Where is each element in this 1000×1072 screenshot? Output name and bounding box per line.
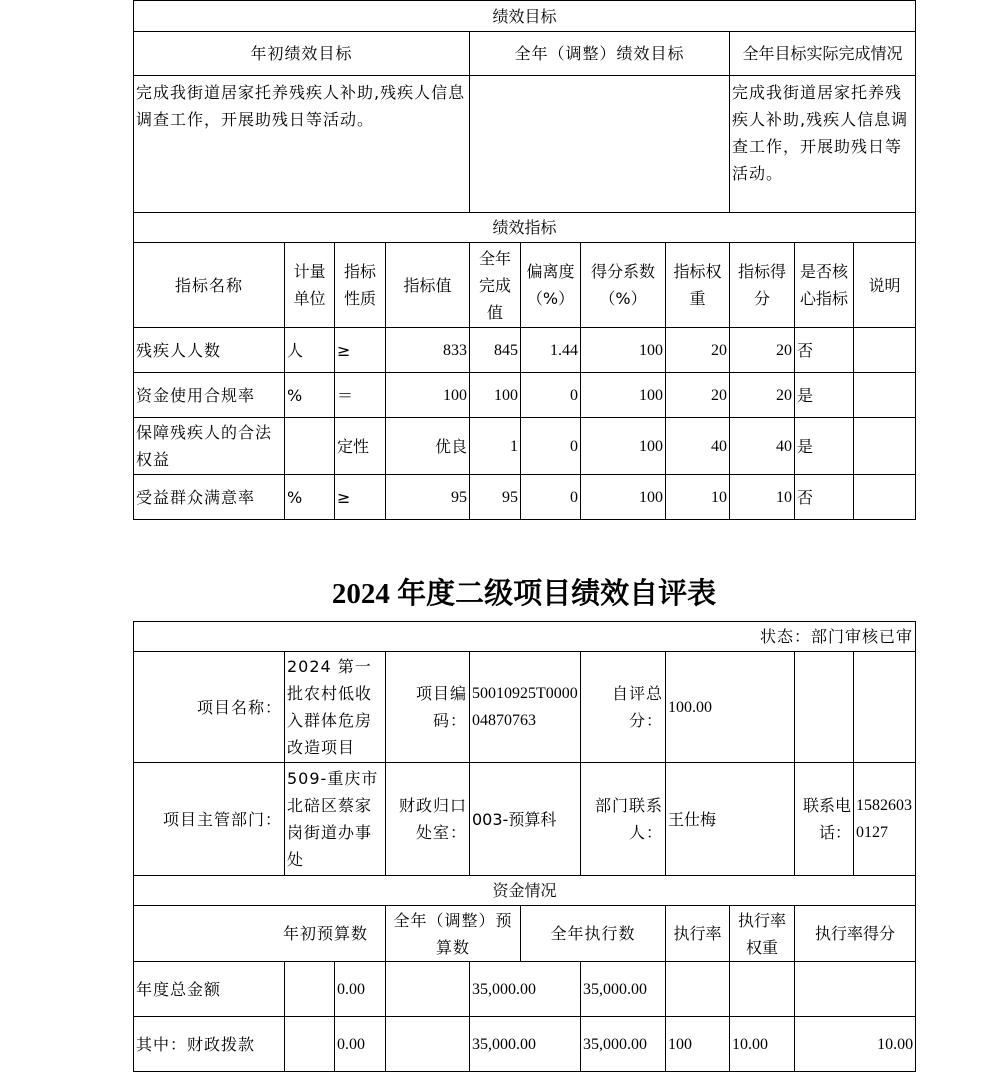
header-indicator-name: 指标名称: [134, 243, 285, 328]
empty-cell: [795, 652, 854, 763]
adjusted-goal-text: [470, 76, 730, 213]
funds-initial: 0.00: [335, 1017, 386, 1072]
indicator-name: 受益群众满意率: [134, 475, 285, 520]
indicator-nature: ≥: [335, 328, 386, 373]
project-code-value: 50010925T000004870763: [470, 652, 581, 763]
funds-header-rate-weight: 执行率权重: [730, 906, 795, 962]
empty-cell: [285, 1017, 335, 1072]
funds-header-initial: 年初预算数: [283, 924, 369, 943]
funds-section-title: 资金情况: [134, 876, 916, 906]
indicator-deviation: 0: [521, 418, 581, 475]
table-row: [134, 373, 916, 418]
dept-value: 509-重庆市北碚区蔡家岗街道办事处: [285, 763, 386, 876]
indicator-note: [854, 328, 916, 373]
indicator-score: 20: [730, 373, 795, 418]
indicator-note: [854, 418, 916, 475]
empty-cell: [386, 962, 470, 1017]
funds-row-label: 其中：财政拨款: [134, 1017, 285, 1072]
table-row: [134, 1017, 916, 1072]
self-score-value: 100.00: [666, 652, 795, 763]
header-coefficient: 得分系数（%）: [581, 243, 666, 328]
indicator-deviation: 1.44: [521, 328, 581, 373]
funds-header-exec: 全年执行数: [521, 906, 666, 962]
indicator-coefficient: 100: [581, 475, 666, 520]
funds-rate: 100: [666, 1017, 730, 1072]
contact-label: 部门联系人：: [581, 763, 666, 876]
funds-header-rate: 执行率: [666, 906, 730, 962]
col-adjusted-goal: 全年（调整）绩效目标: [470, 32, 730, 76]
page-title: 2024 年度二级项目绩效自评表: [331, 578, 717, 610]
funds-adjusted: 35,000.00: [470, 962, 581, 1017]
indicator-core: 是: [795, 418, 854, 475]
indicator-weight: 10: [666, 475, 730, 520]
self-score-label: 自评总分：: [581, 652, 666, 763]
indicator-name: 保障残疾人的合法权益: [134, 418, 285, 475]
funds-header-adjusted: 全年（调整）预算数: [386, 906, 521, 962]
col-initial-goal: 年初绩效目标: [134, 32, 470, 76]
indicator-value: 100: [386, 373, 470, 418]
indicators-section-title: 绩效指标: [134, 213, 916, 243]
indicator-value: 优良: [386, 418, 470, 475]
indicator-core: 否: [795, 475, 854, 520]
indicator-coefficient: 100: [581, 418, 666, 475]
indicator-deviation: 0: [521, 475, 581, 520]
funds-weight: 10.00: [730, 1017, 795, 1072]
project-code-label: 项目编码：: [386, 652, 470, 763]
dept-label: 项目主管部门：: [134, 763, 285, 876]
indicator-coefficient: 100: [581, 373, 666, 418]
header-note: 说明: [854, 243, 916, 328]
header-completed: 全年完成值: [470, 243, 521, 328]
indicator-unit: %: [285, 373, 335, 418]
indicator-note: [854, 373, 916, 418]
indicator-coefficient: 100: [581, 328, 666, 373]
header-unit: 计量单位: [285, 243, 335, 328]
indicator-done: 95: [470, 475, 521, 520]
funds-header-rate-score: 执行率得分: [795, 906, 916, 962]
header-value: 指标值: [386, 243, 470, 328]
funds-initial: 0.00: [335, 962, 386, 1017]
project-table: [133, 621, 916, 1072]
col-actual-completion: 全年目标实际完成情况: [730, 32, 916, 76]
indicator-done: 1: [470, 418, 521, 475]
indicator-nature: 定性: [335, 418, 386, 475]
funds-header-initial-wrap: [134, 906, 386, 962]
phone-value: 15826030127: [854, 763, 916, 876]
indicator-core: 否: [795, 328, 854, 373]
header-deviation: 偏离度（%）: [521, 243, 581, 328]
project-name-value: 2024 第一批农村低收入群体危房改造项目: [285, 652, 386, 763]
project-name-label: 项目名称：: [134, 652, 285, 763]
actual-completion-text: 完成我街道居家托养残疾人补助,残疾人信息调查工作，开展助残日等活动。: [730, 76, 916, 213]
phone-label: 联系电话：: [795, 763, 854, 876]
funds-rate: [666, 962, 730, 1017]
empty-cell: [285, 962, 335, 1017]
header-core: 是否核心指标: [795, 243, 854, 328]
indicator-name: 残疾人人数: [134, 328, 285, 373]
funds-row-label: 年度总金额: [134, 962, 285, 1017]
indicator-done: 100: [470, 373, 521, 418]
indicator-core: 是: [795, 373, 854, 418]
indicator-weight: 20: [666, 373, 730, 418]
funds-score: 10.00: [795, 1017, 916, 1072]
funds-score: [795, 962, 916, 1017]
indicator-name: 资金使用合规率: [134, 373, 285, 418]
indicator-score: 10: [730, 475, 795, 520]
indicator-deviation: 0: [521, 373, 581, 418]
indicator-score: 20: [730, 328, 795, 373]
empty-cell: [386, 1017, 470, 1072]
indicator-weight: 40: [666, 418, 730, 475]
perf-goals-section-title: 绩效目标: [134, 1, 916, 32]
table-row: [134, 328, 916, 373]
indicator-value: 95: [386, 475, 470, 520]
finance-office-value: 003-预算科: [470, 763, 581, 876]
header-score: 指标得分: [730, 243, 795, 328]
indicator-done: 845: [470, 328, 521, 373]
indicator-unit: 人: [285, 328, 335, 373]
status-badge: 状态：部门审核已审: [134, 622, 916, 652]
funds-exec: 35,000.00: [581, 1017, 666, 1072]
performance-table: [133, 0, 916, 520]
indicator-nature: ＝: [335, 373, 386, 418]
indicator-unit: [285, 418, 335, 475]
funds-adjusted: 35,000.00: [470, 1017, 581, 1072]
indicator-nature: ≥: [335, 475, 386, 520]
indicator-score: 40: [730, 418, 795, 475]
indicator-value: 833: [386, 328, 470, 373]
table-row: [134, 962, 916, 1017]
indicator-weight: 20: [666, 328, 730, 373]
contact-value: 王仕梅: [666, 763, 795, 876]
funds-weight: [730, 962, 795, 1017]
header-weight: 指标权重: [666, 243, 730, 328]
indicator-note: [854, 475, 916, 520]
table-row: [134, 418, 916, 475]
initial-goal-text: 完成我街道居家托养残疾人补助,残疾人信息调查工作，开展助残日等活动。: [134, 76, 470, 213]
table-row: [134, 475, 916, 520]
header-nature: 指标性质: [335, 243, 386, 328]
finance-office-label: 财政归口处室：: [386, 763, 470, 876]
empty-cell: [854, 652, 916, 763]
indicator-unit: %: [285, 475, 335, 520]
funds-exec: 35,000.00: [581, 962, 666, 1017]
